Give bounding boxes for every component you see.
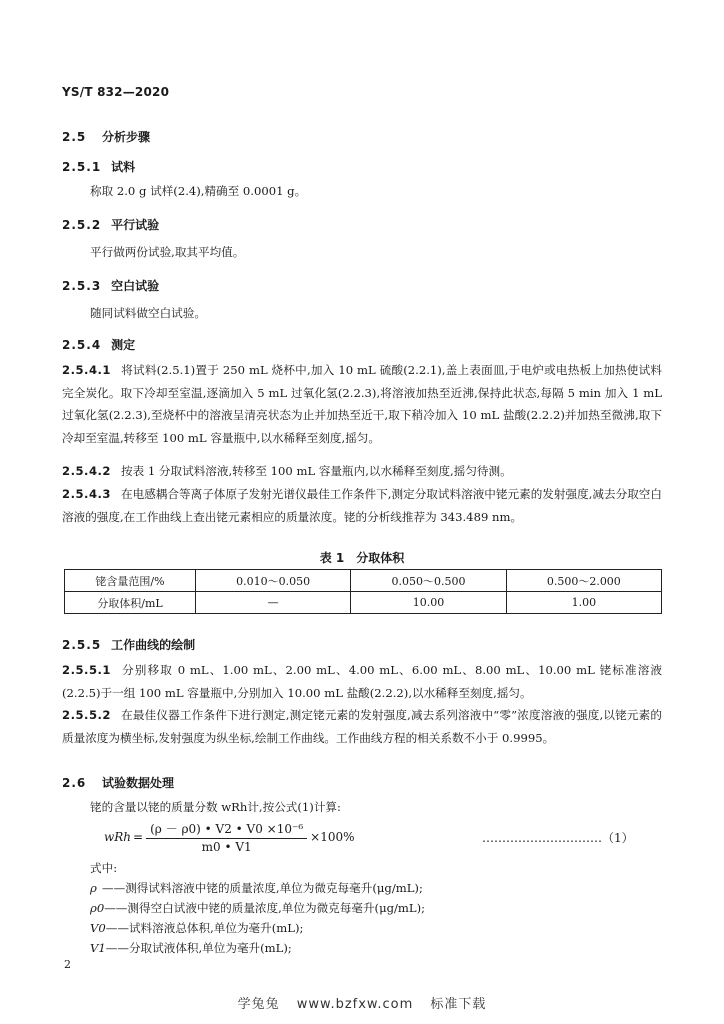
clause-text: 在最佳仪器工作条件下进行测定,测定铑元素的发射强度,减去系列溶液中“零”浓度溶液的强度,以铑元素的质量浓度为横坐标,发射强度为纵坐标,绘制工作曲线。工作曲线方程的相关系数不小于 0.9995。 [62,708,662,745]
heading-2-5-1 [62,158,135,175]
formula-denominator: m0 • V1 [201,840,252,854]
clause-text: 将试料(2.5.1)置于 250 mL 烧杯中,加入 10 mL 硫酸(2.2.1),盖上表面皿,于电炉或电热板上加热使试料完全炭化。取下冷却至室温,逐滴加入 5 mL 过氧化氢(2.2.3),将溶液加热至近沸,保持此状态,每隔 5 min 加入 1 mL 过氧化氢(2.2.3),至烧杯中的溶液呈清亮状态为止并加热至近干,取下稍冷加入 10 mL 盐酸(2.2.2)并加热至微沸,取下冷却至室温,转移至 100 mL 容量瓶中,以水稀释至刻度,摇匀。 [62,363,662,445]
table-cell: 0.010～0.050 [196,570,351,592]
variable-desc: ——测得试料溶液中铑的质量浓度,单位为微克每毫升(μg/mL); [102,881,423,895]
heading-title: 平行试验 [111,218,160,232]
paragraph-2-5-1: 称取 2.0 g 试样(2.4),精确至 0.0001 g。 [90,184,307,198]
heading-2-5-3 [62,277,159,294]
footer-link[interactable]: www.bzfxw.com [296,997,414,1012]
variable-symbol: ρ0 [90,901,105,915]
heading-title: 工作曲线的绘制 [111,638,196,652]
table-row [65,592,662,614]
clause-text: 在电感耦合等离子体原子发射光谱仪最佳工作条件下,测定分取试料溶液中铑元素的发射强度,减去分取空白溶液的强度,在工作曲线上查出铑元素相应的质量浓度。铑的分析线推荐为 343.489 nm。 [62,487,662,524]
table-cell: 分取体积/mL [65,592,196,614]
paragraph-2-5-5-1 [62,659,662,704]
formula-number: …………………………（1） [482,831,634,845]
clause-number: 2.5.5.2 [62,708,111,722]
heading-number: 2.6 [62,776,87,790]
page-number: 2 [64,958,71,971]
clause-text: 分别移取 0 mL、1.00 mL、2.00 mL、4.00 mL、6.00 mL、8.00 mL、10.00 mL 铑标准溶液(2.2.5)于一组 100 mL 容量瓶中,分别加入 10.00 mL 盐酸(2.2.2),以水稀释至刻度,摇匀。 [62,663,662,700]
footer-watermark [0,993,724,1012]
heading-title: 试料 [111,160,136,174]
footer-site-name: 学兔兔 [237,997,280,1012]
heading-2-5-5 [62,636,195,653]
heading-number: 2.5.3 [62,279,102,293]
formula-equals: = [133,830,144,844]
clause-number: 2.5.4.1 [62,363,111,377]
variable-symbol: V1 [90,941,106,955]
formula-lhs: wRh [104,830,132,844]
variable-symbol: ρ [90,881,97,895]
paragraph-2-5-2: 平行做两份试验,取其平均值。 [90,245,245,259]
heading-number: 2.5.5 [62,638,102,652]
table-cell: 0.500～2.000 [506,570,661,592]
heading-2-5 [62,128,150,145]
heading-number: 2.5.4 [62,338,102,352]
table-row [65,570,662,592]
heading-number: 2.5.1 [62,160,102,174]
paragraph-2-5-4-1 [62,359,662,449]
paragraph-2-5-4-2 [62,460,662,483]
heading-number: 2.5 [62,130,87,144]
paragraph-2-5-3: 随同试料做空白试验。 [90,306,206,320]
heading-title: 分析步骤 [102,130,151,144]
variable-definition [90,920,303,936]
paragraph-2-5-4-3 [62,483,662,528]
where-label: 式中: [90,861,118,875]
variable-definition [90,880,423,896]
clause-number: 2.5.5.1 [62,663,111,677]
heading-title: 试验数据处理 [102,776,175,790]
table-cell: — [196,592,351,614]
variable-desc: ——测得空白试液中铑的质量浓度,单位为微克每毫升(μg/mL); [104,901,426,915]
variable-desc: ——分取试液体积,单位为毫升(mL); [105,941,292,955]
table-cell: 1.00 [506,592,661,614]
variable-symbol: V0 [90,921,106,935]
heading-2-5-4 [62,336,135,353]
clause-number: 2.5.4.2 [62,464,111,478]
formula-1 [104,820,355,854]
heading-title: 测定 [111,338,136,352]
variable-desc: ——试料溶液总体积,单位为毫升(mL); [105,921,304,935]
formula-numerator: (ρ － ρ0) • V2 • V0 ×10⁻⁶ [146,820,307,839]
table-cell: 铑含量范围/% [65,570,196,592]
formula-suffix: ×100% [310,830,355,844]
paragraph-2-5-5-2 [62,704,662,749]
clause-text: 按表 1 分取试料溶液,转移至 100 mL 容量瓶内,以水稀释至刻度,摇匀待测。 [120,464,512,478]
standard-code: YS/T 832—2020 [62,85,170,99]
footer-tagline: 标准下载 [430,997,487,1012]
heading-2-5-2 [62,216,159,233]
table-title: 表 1 分取体积 [319,551,405,565]
table-cell: 0.050～0.500 [351,570,506,592]
heading-number: 2.5.2 [62,218,102,232]
volume-table [64,569,662,614]
table-cell: 10.00 [351,592,506,614]
heading-title: 空白试验 [111,279,160,293]
variable-definition [90,940,292,956]
variable-definition [90,900,425,916]
paragraph-2-6-intro: 铑的含量以铑的质量分数 wRh计,按公式(1)计算: [90,800,341,814]
heading-2-6 [62,774,174,791]
clause-number: 2.5.4.3 [62,487,111,501]
formula-fraction [146,820,307,854]
